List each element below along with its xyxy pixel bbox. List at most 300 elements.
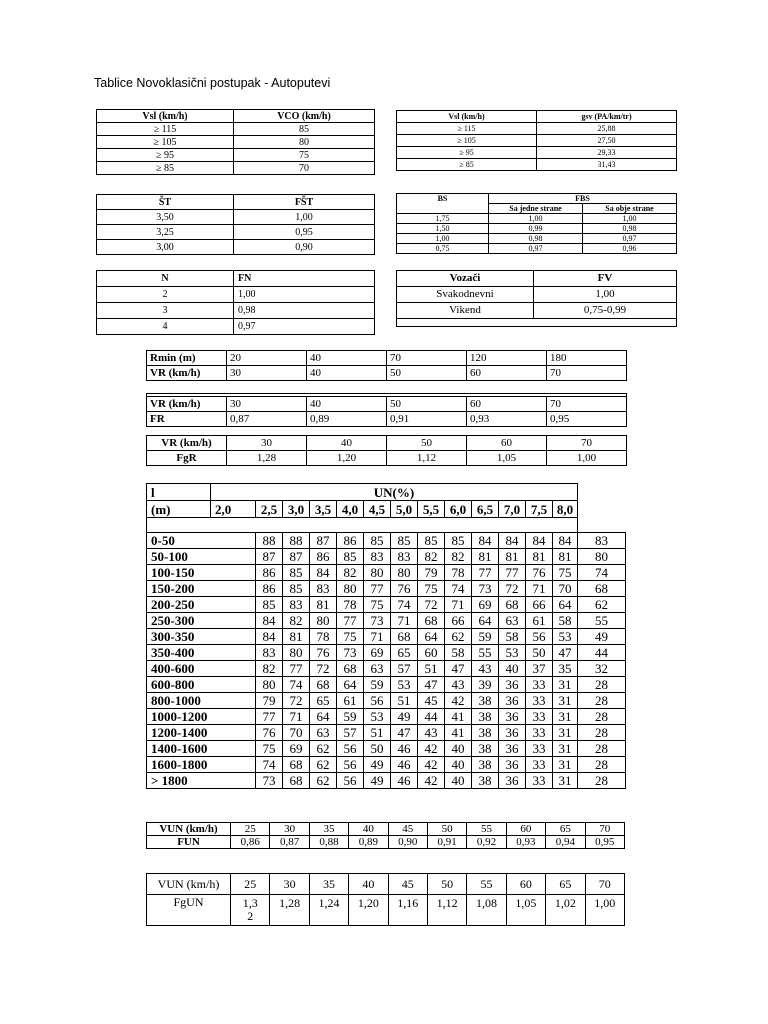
table-cell: 76 <box>526 565 553 581</box>
table-cell: 50 <box>364 741 391 757</box>
table-cell: 31 <box>553 725 578 741</box>
column-header: 7,5 <box>526 501 553 518</box>
column-header: 7,0 <box>499 501 526 518</box>
table-cell: 71 <box>364 629 391 645</box>
column-header: 4,5 <box>364 501 391 518</box>
table-cell: 60 <box>418 645 445 661</box>
table-cell: 47 <box>445 661 472 677</box>
table-un <box>146 483 626 789</box>
table-cell: 84 <box>310 565 337 581</box>
table-cell: 56 <box>337 741 364 757</box>
table-cell: 39 <box>472 677 499 693</box>
table-cell: 80 <box>310 613 337 629</box>
table-row: 1,00 0,98 0,97 <box>397 234 677 244</box>
table-cell: 0,93 <box>506 836 545 849</box>
table-cell: 72 <box>499 581 526 597</box>
header-vco: VCO (km/h) <box>234 110 375 123</box>
table-cell: 50 <box>427 874 466 895</box>
table-cell: 77 <box>337 613 364 629</box>
table-cell: 81 <box>499 549 526 565</box>
table-cell: 31 <box>553 693 578 709</box>
table-cell: 38 <box>472 757 499 773</box>
table-cell: 46 <box>391 757 418 773</box>
column-header: 3,0 <box>283 501 310 518</box>
table-n <box>96 270 375 335</box>
table-cell: 62 <box>310 757 337 773</box>
table-row: FUN 0,86 0,87 0,88 0,89 0,90 0,91 0,92 0,93 0,94 0,95 <box>147 836 625 849</box>
table-cell: 42 <box>445 693 472 709</box>
table-cell: 47 <box>391 725 418 741</box>
table-cell: 53 <box>553 629 578 645</box>
table-cell: 70 <box>585 823 624 836</box>
table-cell: 38 <box>472 709 499 725</box>
table-cell: 63 <box>364 661 391 677</box>
table-cell: 62 <box>310 773 337 789</box>
table-cell: 36 <box>499 773 526 789</box>
table-cell: 31 <box>553 709 578 725</box>
table-cell: 49 <box>391 709 418 725</box>
row-label: 1000-1200 <box>147 709 256 725</box>
table-cell: 78 <box>445 565 472 581</box>
table-cell: 0,87 <box>270 836 309 849</box>
page-title: Tablice Novoklasični postupak - Autoputevi <box>94 76 331 90</box>
header-un: UN(%) <box>211 484 578 501</box>
table-cell: 88 <box>283 533 310 549</box>
table-cell: 44 <box>418 709 445 725</box>
table-cell: 83 <box>256 645 283 661</box>
table-cell: 31 <box>553 741 578 757</box>
table-row <box>147 597 626 613</box>
row-label: 800-1000 <box>147 693 256 709</box>
table-cell: 0,95 <box>585 836 624 849</box>
table-row: VUN (km/h) 25 30 35 40 45 50 55 60 65 70 <box>147 823 625 836</box>
table-row: ≥ 85 31,43 <box>397 159 677 171</box>
table-cell: 60 <box>506 823 545 836</box>
table-row <box>147 533 626 549</box>
row-label: 150-200 <box>147 581 256 597</box>
table-cell: 82 <box>283 613 310 629</box>
table-cell: 68 <box>391 629 418 645</box>
table-cell: 65 <box>310 693 337 709</box>
table-fr <box>146 393 627 427</box>
table-row: FgR 1,28 1,20 1,12 1,05 1,00 <box>147 451 627 466</box>
column-header: 8,0 <box>553 501 578 518</box>
table-cell: 69 <box>283 741 310 757</box>
table-row <box>147 613 626 629</box>
table-cell: 1,12 <box>427 895 466 926</box>
table-cell: 0,89 <box>349 836 388 849</box>
table-cell: 25 <box>231 823 270 836</box>
table-cell: 64 <box>310 709 337 725</box>
table-row <box>147 629 626 645</box>
table-cell: 43 <box>472 661 499 677</box>
header-fv: FV <box>534 271 677 287</box>
table-cell: 82 <box>418 549 445 565</box>
table-cell: 82 <box>256 661 283 677</box>
table-cell: 80 <box>578 549 626 565</box>
table-cell: 85 <box>445 533 472 549</box>
table-row: 2 1,00 <box>97 287 375 303</box>
table-cell: 58 <box>499 629 526 645</box>
table-row: 3 0,98 <box>97 303 375 319</box>
table-cell: 70 <box>553 581 578 597</box>
table-cell: 53 <box>391 677 418 693</box>
table-cell: 42 <box>418 757 445 773</box>
table-cell: 1,3 2 <box>231 895 270 926</box>
table-cell: 77 <box>364 581 391 597</box>
table-cell: 42 <box>418 741 445 757</box>
table-cell: 36 <box>499 725 526 741</box>
table-cell: 53 <box>499 645 526 661</box>
table-cell: 33 <box>526 725 553 741</box>
table-cell: 81 <box>553 549 578 565</box>
header-vsl: Vsl (km/h) <box>97 110 234 123</box>
table-row <box>147 709 626 725</box>
table-cell: 80 <box>364 565 391 581</box>
table-cell: 59 <box>337 709 364 725</box>
table-cell: 36 <box>499 693 526 709</box>
table-cell: 40 <box>445 741 472 757</box>
table-cell: 56 <box>337 773 364 789</box>
table-row <box>147 741 626 757</box>
header-m: (m) <box>147 501 211 518</box>
table-cell: 78 <box>310 629 337 645</box>
table-cell: 82 <box>445 549 472 565</box>
table-row: ≥ 105 27,50 <box>397 135 677 147</box>
table-cell: 51 <box>364 725 391 741</box>
table-cell: 28 <box>578 693 626 709</box>
table-vsl-gsv <box>396 110 677 171</box>
table-cell: 69 <box>364 645 391 661</box>
table-cell: 72 <box>418 597 445 613</box>
table-cell: 31 <box>553 773 578 789</box>
row-label: 1200-1400 <box>147 725 256 741</box>
table-cell: 84 <box>256 613 283 629</box>
table-cell: 75 <box>337 629 364 645</box>
table-cell: 64 <box>418 629 445 645</box>
table-cell: 66 <box>526 597 553 613</box>
table-cell: 81 <box>526 549 553 565</box>
table-cell: 31 <box>553 757 578 773</box>
table-cell: 68 <box>578 581 626 597</box>
table-cell: 45 <box>388 823 427 836</box>
table-cell: 45 <box>388 874 427 895</box>
table-cell: 75 <box>418 581 445 597</box>
header-one-side: Sa jedne strane <box>489 204 583 214</box>
table-cell: 85 <box>418 533 445 549</box>
table-row: 4 0,97 <box>97 319 375 335</box>
table-cell: 88 <box>256 533 283 549</box>
table-cell: 73 <box>337 645 364 661</box>
table-cell: 41 <box>445 725 472 741</box>
table-cell: 68 <box>310 677 337 693</box>
table-row: ≥ 115 85 <box>97 123 375 136</box>
table-cell: 1,02 <box>546 895 585 926</box>
table-cell: 1,28 <box>270 895 309 926</box>
table-cell: 84 <box>472 533 499 549</box>
table-cell: 68 <box>499 597 526 613</box>
table-row: 0,75 0,97 0,96 <box>397 244 677 254</box>
table-cell: 62 <box>578 597 626 613</box>
table-cell: 1,05 <box>506 895 545 926</box>
table-cell: 81 <box>310 597 337 613</box>
table-row <box>147 757 626 773</box>
table-cell: 66 <box>445 613 472 629</box>
table-cell: 64 <box>337 677 364 693</box>
table-cell: 76 <box>256 725 283 741</box>
table-cell: 61 <box>526 613 553 629</box>
table-cell: 65 <box>546 823 585 836</box>
row-label: 200-250 <box>147 597 256 613</box>
row-label: 350-400 <box>147 645 256 661</box>
table-cell: 76 <box>310 645 337 661</box>
table-cell: 40 <box>445 757 472 773</box>
table-cell: 83 <box>310 581 337 597</box>
table-row: ≥ 95 29,33 <box>397 147 677 159</box>
table-fgr <box>146 435 627 466</box>
table-cell: 69 <box>472 597 499 613</box>
table-st <box>96 194 375 255</box>
table-cell: 33 <box>526 693 553 709</box>
table-row <box>147 677 626 693</box>
table-row <box>147 645 626 661</box>
table-cell: 65 <box>546 874 585 895</box>
table-cell: 83 <box>364 549 391 565</box>
table-cell: 28 <box>578 741 626 757</box>
table-cell: 83 <box>391 549 418 565</box>
table-cell: 55 <box>472 645 499 661</box>
table-cell: 78 <box>337 597 364 613</box>
table-cell: 77 <box>472 565 499 581</box>
table-cell: 0,92 <box>467 836 506 849</box>
table-cell: 65 <box>391 645 418 661</box>
table-cell: 40 <box>445 773 472 789</box>
table-cell: 79 <box>256 693 283 709</box>
table-cell: 36 <box>499 757 526 773</box>
table-row: VR (km/h) 30 40 50 60 70 <box>147 366 627 381</box>
header-fn: FN <box>234 271 375 287</box>
table-cell: 28 <box>578 757 626 773</box>
table-row: VUN (km/h) 25 30 35 40 45 50 55 60 65 70 <box>147 874 625 895</box>
table-cell: 45 <box>418 693 445 709</box>
table-cell: 74 <box>391 597 418 613</box>
table-cell: 38 <box>472 741 499 757</box>
table-cell: 86 <box>256 565 283 581</box>
table-cell: 49 <box>364 773 391 789</box>
row-label: 400-600 <box>147 661 256 677</box>
row-label: 250-300 <box>147 613 256 629</box>
table-cell: 37 <box>526 661 553 677</box>
table-cell: 53 <box>364 709 391 725</box>
table-cell: 63 <box>310 725 337 741</box>
header-fbs: FBS <box>489 194 677 204</box>
table-cell: 0,94 <box>546 836 585 849</box>
table-row: 3,25 0,95 <box>97 225 375 240</box>
table-cell: 55 <box>467 823 506 836</box>
table-row <box>147 549 626 565</box>
table-cell: 84 <box>499 533 526 549</box>
table-cell: 74 <box>256 757 283 773</box>
table-row <box>147 581 626 597</box>
table-cell: 81 <box>472 549 499 565</box>
table-cell: 74 <box>283 677 310 693</box>
table-cell: 38 <box>472 693 499 709</box>
table-row: FR 0,87 0,89 0,91 0,93 0,95 <box>147 412 627 427</box>
table-cell: 75 <box>553 565 578 581</box>
table-cell: 40 <box>349 874 388 895</box>
table-row <box>147 661 626 677</box>
table-cell: 77 <box>256 709 283 725</box>
table-cell: 56 <box>337 757 364 773</box>
table-vsl-vco <box>96 109 375 175</box>
header-both-sides: Sa obje strane <box>583 204 677 214</box>
table-cell: 85 <box>391 533 418 549</box>
table-row: Vikend 0,75-0,99 <box>397 303 677 319</box>
table-cell: 33 <box>526 757 553 773</box>
table-cell: 72 <box>283 693 310 709</box>
table-drivers <box>396 270 677 327</box>
table-cell: 0,88 <box>309 836 348 849</box>
table-cell: 77 <box>283 661 310 677</box>
table-cell: 70 <box>585 874 624 895</box>
table-cell: 46 <box>391 773 418 789</box>
table-cell: 62 <box>445 629 472 645</box>
table-fgun <box>146 873 625 926</box>
table-cell: 56 <box>526 629 553 645</box>
table-cell: 1,20 <box>349 895 388 926</box>
table-row: VR (km/h) 30 40 50 60 70 <box>147 436 627 451</box>
column-header: 2,0 <box>211 501 256 518</box>
table-cell: 28 <box>578 773 626 789</box>
table-cell: 68 <box>337 661 364 677</box>
table-cell: 87 <box>283 549 310 565</box>
table-cell: 85 <box>283 581 310 597</box>
table-cell: 25 <box>231 874 270 895</box>
table-cell: 83 <box>283 597 310 613</box>
table-cell: 71 <box>283 709 310 725</box>
table-cell: 84 <box>256 629 283 645</box>
table-row: ≥ 85 70 <box>97 162 375 175</box>
table-row <box>147 565 626 581</box>
table-cell: 68 <box>283 773 310 789</box>
table-cell: 51 <box>391 693 418 709</box>
table-cell: 72 <box>310 661 337 677</box>
table-cell: 1,08 <box>467 895 506 926</box>
table-cell: 49 <box>578 629 626 645</box>
table-cell: 75 <box>364 597 391 613</box>
table-bs <box>396 193 677 254</box>
table-cell: 50 <box>427 823 466 836</box>
table-cell: 35 <box>309 874 348 895</box>
table-cell: 28 <box>578 709 626 725</box>
table-cell: 36 <box>499 677 526 693</box>
table-row: ≥ 115 25,88 <box>397 123 677 135</box>
column-header: 6,5 <box>472 501 499 518</box>
table-cell: 64 <box>472 613 499 629</box>
table-cell: 63 <box>499 613 526 629</box>
table-cell: 64 <box>553 597 578 613</box>
table-cell: 58 <box>445 645 472 661</box>
table-cell: 86 <box>337 533 364 549</box>
table-cell: 62 <box>310 741 337 757</box>
table-cell: 80 <box>283 645 310 661</box>
table-cell: 59 <box>364 677 391 693</box>
table-cell: 36 <box>499 741 526 757</box>
table-cell: 75 <box>256 741 283 757</box>
table-cell: 80 <box>256 677 283 693</box>
table-cell: 85 <box>283 565 310 581</box>
table-cell: 33 <box>526 773 553 789</box>
table-cell: 56 <box>364 693 391 709</box>
row-label: 300-350 <box>147 629 256 645</box>
table-cell: 36 <box>499 709 526 725</box>
table-cell: 47 <box>553 645 578 661</box>
row-label: 0-50 <box>147 533 256 549</box>
table-row: 1,75 1,00 1,00 <box>397 214 677 224</box>
table-cell: 73 <box>256 773 283 789</box>
table-cell: 0,91 <box>427 836 466 849</box>
table-cell: 85 <box>337 549 364 565</box>
table-cell: 50 <box>526 645 553 661</box>
table-cell: 61 <box>337 693 364 709</box>
table-cell: 68 <box>418 613 445 629</box>
table-cell: 32 <box>578 661 626 677</box>
table-cell: 74 <box>578 565 626 581</box>
table-cell: 73 <box>472 581 499 597</box>
table-cell: 86 <box>310 549 337 565</box>
table-row: FgUN 1,3 2 1,28 1,24 1,20 1,16 1,12 1,08 1,05 1,02 1,00 <box>147 895 625 926</box>
row-label: 1400-1600 <box>147 741 256 757</box>
column-header: 3,5 <box>310 501 337 518</box>
table-cell: 0,90 <box>388 836 427 849</box>
table-cell: 38 <box>472 725 499 741</box>
table-cell: 30 <box>270 823 309 836</box>
table-cell: 58 <box>553 613 578 629</box>
table-cell: 79 <box>418 565 445 581</box>
table-cell: 73 <box>364 613 391 629</box>
header-bs: BS <box>397 194 489 214</box>
table-cell: 86 <box>256 581 283 597</box>
row-label: 50-100 <box>147 549 256 565</box>
table-cell: 80 <box>391 565 418 581</box>
table-cell: 80 <box>337 581 364 597</box>
table-cell: 35 <box>553 661 578 677</box>
table-cell: 47 <box>418 677 445 693</box>
table-cell: 60 <box>506 874 545 895</box>
table-row: VR (km/h) 30 40 50 60 70 <box>147 397 627 412</box>
table-cell: 0,86 <box>231 836 270 849</box>
row-label: > 1800 <box>147 773 256 789</box>
table-row <box>147 693 626 709</box>
table-cell: 57 <box>337 725 364 741</box>
header-drivers: Vozači <box>397 271 534 287</box>
table-row: 1,50 0,99 0,98 <box>397 224 677 234</box>
table-row: ≥ 105 80 <box>97 136 375 149</box>
table-cell: 35 <box>309 823 348 836</box>
table-cell: 87 <box>256 549 283 565</box>
table-cell: 68 <box>283 757 310 773</box>
table-cell: 28 <box>578 725 626 741</box>
table-row: Rmin (m) 20 40 70 120 180 <box>147 351 627 366</box>
table-row: 3,00 0,90 <box>97 240 375 255</box>
row-label: 1600-1800 <box>147 757 256 773</box>
table-cell: 40 <box>499 661 526 677</box>
table-cell: 1,16 <box>388 895 427 926</box>
header-gsv: gsv (PA/km/tr) <box>537 111 677 123</box>
table-row: Svakodnevni 1,00 <box>397 287 677 303</box>
table-row <box>147 773 626 789</box>
table-cell: 71 <box>391 613 418 629</box>
